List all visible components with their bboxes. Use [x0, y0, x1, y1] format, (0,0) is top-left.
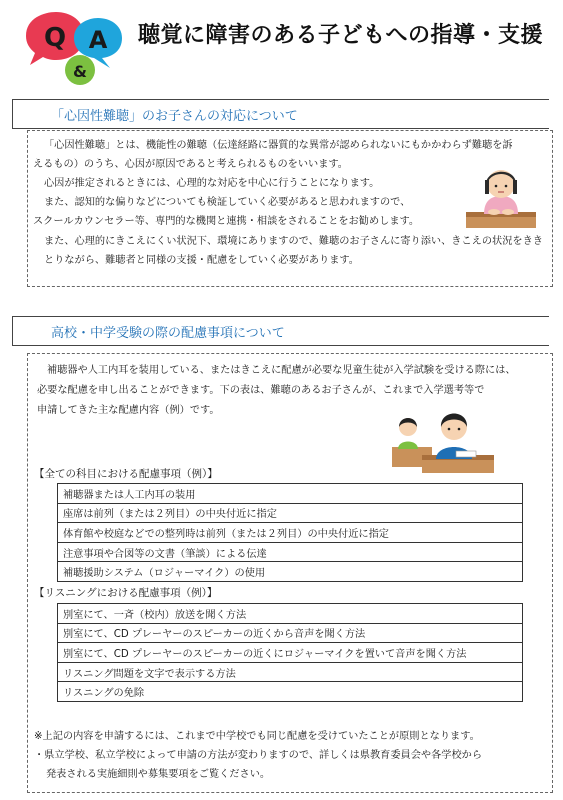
listening-title: 【リスニングにおける配慮事項（例）】 [34, 587, 218, 599]
table-row [58, 503, 523, 523]
exam-intro-line-1: 補聴器や人工内耳を装用している、またはきこえに配慮が必要な児童生徒が入学試験を受ける際には、 [47, 365, 516, 376]
exam-intro-line-3: 申請してきた主な配慮内容（例）です。 [37, 405, 220, 416]
logo-q: Q [43, 23, 67, 53]
psychogenic-line-6: また、心理的にきこえにくい状況下、環境にありますので、難聴のお子さんに寄り添い、きこえの状況をきき [44, 236, 543, 247]
table-row [58, 523, 523, 543]
note-principle: ※上記の内容を申請するには、これまで中学校でも同じ配慮を受けていたことが原則となります。 [34, 731, 480, 742]
all-subjects-item-2: 座席は前列（または２列目）の中央付近に指定 [58, 503, 523, 523]
table-row [58, 542, 523, 562]
psychogenic-line-3: 心因が推定されるときには、心理的な対応を中心に行うことになります。 [44, 178, 380, 189]
all-subjects-item-5: 補聴援助システム（ロジャーマイク）の使用 [58, 562, 523, 582]
section-header-psychogenic [12, 99, 549, 129]
table-row [58, 682, 523, 702]
section-heading-psychogenic: 「心因性難聴」のお子さんの対応について [51, 109, 298, 124]
listening-item-1: 別室にて、一斉（校内）放送を聞く方法 [58, 604, 523, 624]
all-subjects-table [57, 483, 523, 582]
psychogenic-line-2: えるもの）のうち、心因が原因であると考えられるものをいいます。 [33, 159, 348, 170]
psychogenic-line-1: 「心因性難聴」とは、機能性の難聴（伝達経路に器質的な異常が認められないにもかかわらず難聴を訴 [44, 140, 513, 151]
page-title: 聴覚に障害のある子どもへの指導・支援 [138, 23, 544, 48]
psychogenic-line-4: また、認知的な偏りなどについても検証していく必要があると思われますので、 [44, 197, 411, 208]
note-application-1: ・県立学校、私立学校によって申請の方法が変わりますので、詳しくは県教育委員会や各学校から [34, 750, 483, 761]
table-row [58, 604, 523, 624]
note-application-2: 発表される実施細則や募集要項をご覧ください。 [46, 769, 271, 780]
table-row [58, 662, 523, 682]
section-header-exam [12, 316, 549, 346]
listening-item-3: 別室にて、CD プレーヤーのスピーカーの近くにロジャーマイクを置いて音声を聞く方法 [58, 643, 523, 663]
all-subjects-title: 【全ての科目における配慮事項（例）】 [34, 468, 218, 480]
thinking-girl-icon [462, 160, 540, 232]
exam-intro-line-2: 必要な配慮を申し出ることができます。下の表は、難聴のあるお子さんが、これまで入学選考等で [37, 385, 485, 396]
qa-logo-icon [18, 8, 128, 90]
listening-item-2: 別室にて、CD プレーヤーのスピーカーの近くから音声を聞く方法 [58, 623, 523, 643]
section-heading-exam: 高校・中学受験の際の配慮事項について [51, 326, 285, 341]
listening-item-4: リスニング問題を文字で表示する方法 [58, 662, 523, 682]
all-subjects-item-3: 体育館や校庭などでの整列時は前列（または２列目）の中央付近に指定 [58, 523, 523, 543]
all-subjects-item-4: 注意事項や合図等の文書（筆談）による伝達 [58, 542, 523, 562]
table-row [58, 623, 523, 643]
psychogenic-line-7: とりながら、難聴者と同様の支援・配慮をしていく必要があります。 [44, 255, 359, 266]
listening-item-5: リスニングの免除 [58, 682, 523, 702]
psychogenic-line-5: スクールカウンセラー等、専門的な機関と連携・相談をされることをお勧めします。 [33, 216, 420, 227]
logo-amp: & [73, 62, 87, 81]
table-row [58, 484, 523, 504]
logo-a: A [88, 26, 108, 54]
table-row [58, 562, 523, 582]
listening-table [57, 603, 523, 702]
students-exam-icon [392, 405, 494, 477]
all-subjects-item-1: 補聴器または人工内耳の装用 [58, 484, 523, 504]
table-row [58, 643, 523, 663]
